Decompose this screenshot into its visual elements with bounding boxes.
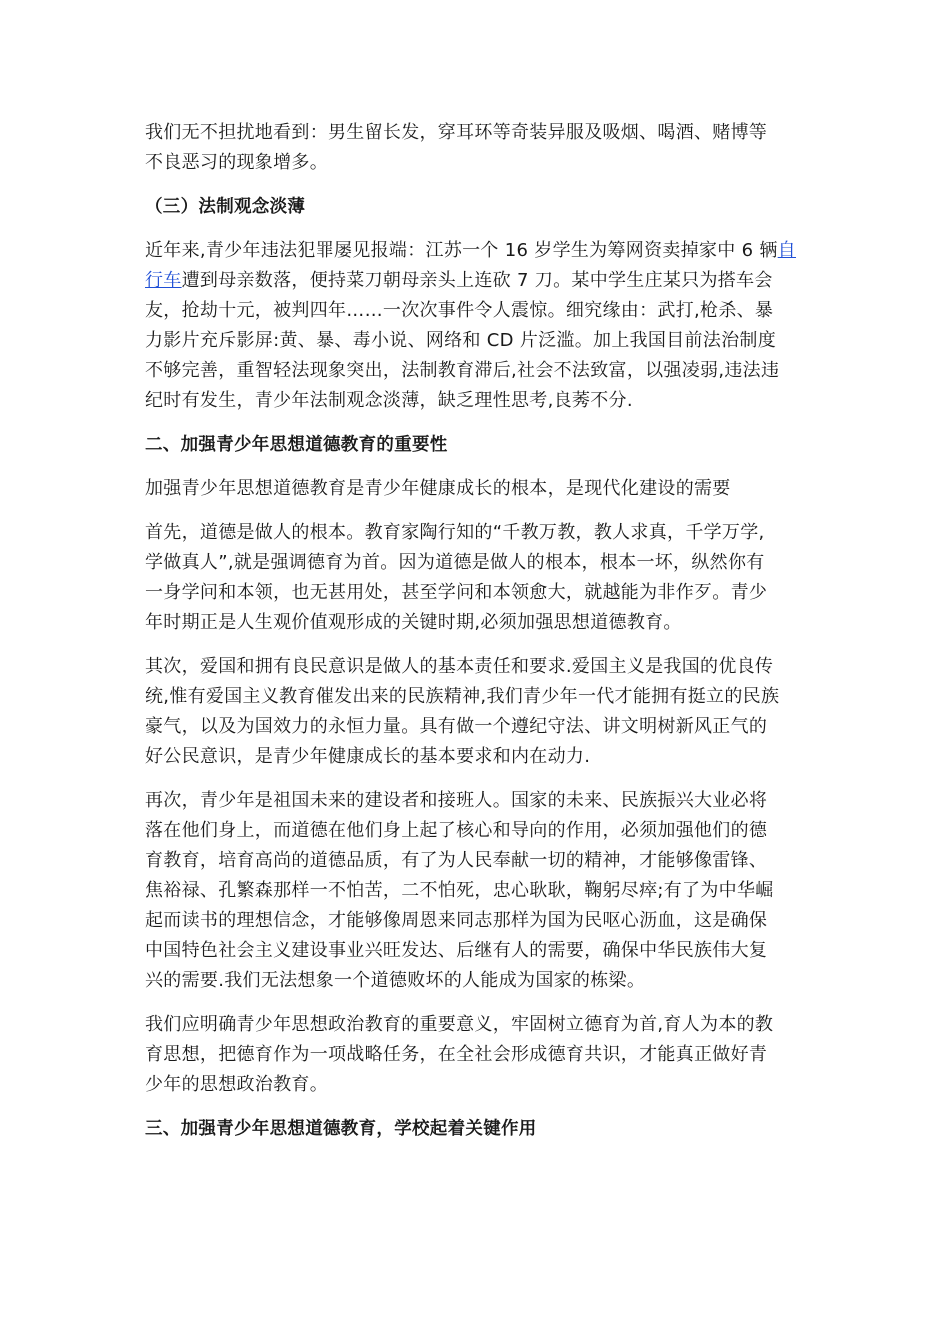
paragraph-second — [145, 652, 810, 772]
text-line: 再次，青少年是祖国未来的建设者和接班人。国家的未来、民族振兴大业必将 — [145, 790, 768, 811]
paragraph-bad-habits — [145, 118, 810, 178]
paragraph-third — [145, 786, 810, 996]
text-segment: 遭到母亲数落，便持菜刀朝母亲头上连砍 7 刀。某中学生庄某只为搭车会 — [181, 270, 773, 291]
text-line: 育思想，把德育作为一项战略任务，在全社会形成德育共识，才能真正做好青 — [145, 1044, 768, 1065]
text-line: 年时期正是人生观价值观形成的关键时期,必须加强思想道德教育。 — [145, 612, 682, 633]
paragraph-fundamental — [145, 474, 810, 504]
text-line: 力影片充斥影屏:黄、暴、毒小说、网络和 CD 片泛滥。加上我国目前法治制度 — [145, 330, 777, 351]
text-line: 加强青少年思想道德教育是青少年健康成长的根本，是现代化建设的需要 — [145, 478, 731, 499]
text-line: 起而读书的理想信念，才能够像周恩来同志那样为国为民呕心沥血，这是确保 — [145, 910, 768, 931]
text-line: 我们应明确青少年思想政治教育的重要意义，牢固树立德育为首,育人为本的教 — [145, 1014, 774, 1035]
text-line: 友，抢劫十元，被判四年……一次次事件令人震惊。细究缘由：武打,枪杀、暴 — [145, 300, 774, 321]
text-line: 其次，爱国和拥有良民意识是做人的基本责任和要求.爱国主义是我国的优良传 — [145, 656, 774, 677]
text-line: 好公民意识，是青少年健康成长的基本要求和内在动力. — [145, 746, 591, 767]
text-line: 纪时有发生，青少年法制观念淡薄，缺乏理性思考,良莠不分. — [145, 390, 633, 411]
text-line: 豪气，以及为国效力的永恒力量。具有做一个遵纪守法、讲文明树新风正气的 — [145, 716, 768, 737]
text-line: 不良恶习的现象增多。 — [145, 152, 328, 173]
paragraph-juvenile-crime — [145, 236, 810, 416]
section-heading-importance: 二、加强青少年思想道德教育的重要性 — [145, 435, 448, 455]
text-line: 首先，道德是做人的根本。教育家陶行知的“千教万教，教人求真，千学万学, — [145, 522, 765, 543]
text-line: 兴的需要.我们无法想象一个道德败坏的人能成为国家的栋梁。 — [145, 970, 646, 991]
text-line — [145, 266, 810, 296]
text-line: 少年的思想政治教育。 — [145, 1074, 328, 1095]
text-line: 落在他们身上，而道德在他们身上起了核心和导向的作用，必须加强他们的德 — [145, 820, 768, 841]
text-line: 焦裕禄、孔繁森那样一不怕苦，二不怕死，忠心耿耿，鞠躬尽瘁;有了为中华崛 — [145, 880, 774, 901]
text-line: 学做真人”,就是强调德育为首。因为道德是做人的根本，根本一坏，纵然你有 — [145, 552, 765, 573]
section-heading-school-role: 三、加强青少年思想道德教育，学校起着关键作用 — [145, 1119, 537, 1139]
text-line: 统,惟有爱国主义教育催发出来的民族精神,我们青少年一代才能拥有挺立的民族 — [145, 686, 780, 707]
section-heading-legal-awareness: （三）法制观念淡薄 — [145, 197, 306, 217]
text-line: 我们无不担扰地看到：男生留长发，穿耳环等奇装异服及吸烟、喝酒、赌博等 — [145, 122, 768, 143]
text-line: 一身学问和本领，也无甚用处，甚至学问和本领愈大，就越能为非作歹。青少 — [145, 582, 768, 603]
text-segment: 近年来,青少年违法犯罪屡见报端：江苏一个 16 岁学生为筹网资卖掉家中 6 辆 — [145, 240, 778, 261]
text-line: 育教育，培育高尚的道德品质，有了为人民奉献一切的精神，才能够像雷锋、 — [145, 850, 768, 871]
paragraph-first — [145, 518, 810, 638]
text-line: 中国特色社会主义建设事业兴旺发达、后继有人的需要，确保中华民族伟大复 — [145, 940, 768, 961]
text-line — [145, 236, 810, 266]
text-line: 不够完善，重智轻法现象突出，法制教育滞后,社会不法致富，以强凌弱,违法违 — [145, 360, 780, 381]
bicycle-link[interactable]: 自 — [777, 240, 796, 261]
paragraph-conclusion — [145, 1010, 810, 1100]
bicycle-link-continued[interactable]: 行车 — [145, 270, 182, 291]
document-page — [145, 118, 810, 1158]
